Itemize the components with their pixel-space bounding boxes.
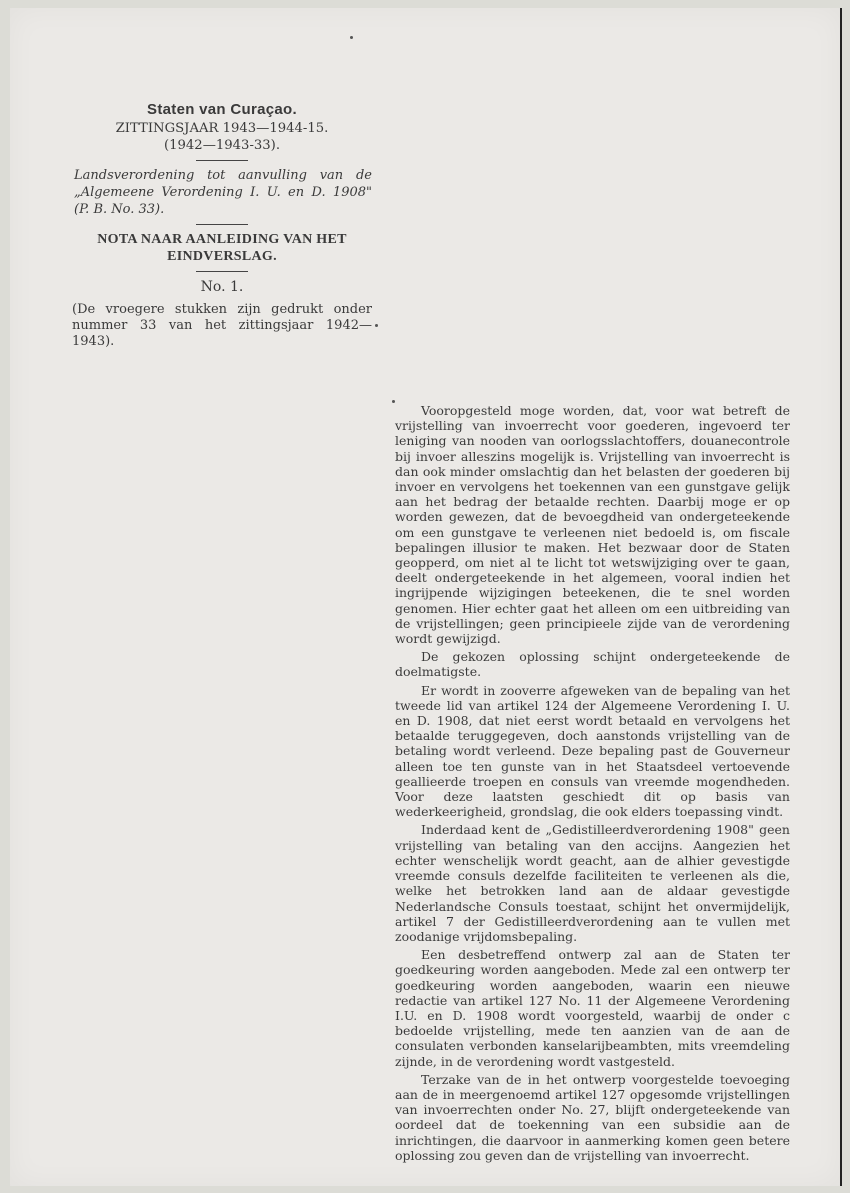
heading-block xyxy=(72,100,372,350)
divider xyxy=(196,271,248,272)
document-number: No. 1. xyxy=(200,279,244,295)
document-page xyxy=(10,8,842,1186)
divider xyxy=(196,224,248,225)
body-paragraph: De gekozen oplossing schijnt ondergeteekende de doelmatigste. xyxy=(395,649,790,680)
document-title: Staten van Curaçao. xyxy=(147,101,297,118)
body-paragraph: Inderdaad kent de „Gedistilleerdverordening 1908" geen vrijstelling van betaling van den accijns. Aangezien het echter wenschelijk wordt geacht, aan de alhier gevestigde vreemde consuls dezelfde faciliteiten te verleenen als die, welke het betrokken land aan de aldaar gevestigde Nederlandsche Consuls toestaat, schijnt het onvermijdelijk, artikel 7 der Gedistilleerdverordening aan te vullen met zoodanige vrijdomsbepaling. xyxy=(395,822,790,944)
nota-heading: NOTA NAAR AANLEIDING VAN HET EINDVERSLAG. xyxy=(97,232,347,264)
prior-documents-note: (De vroegere stukken zijn gedrukt onder nummer 33 van het zittingsjaar 1942—1943). xyxy=(72,302,372,349)
subject-line: Landsverordening tot aanvulling van de „Algemeene Verordening I. U. en D. 1908" (P. B. No. 33). xyxy=(74,168,372,217)
body-paragraph: Vooropgesteld moge worden, dat, voor wat betreft de vrijstelling van invoerrecht voor goederen, ingevoerd ter leniging van nooden van oorlogsslachtoffers, douanecontrole bij invoer alleszins mogelijk is. Vrijstelling van invoerrecht is dan ook minder omslachtig dan het belasten der goederen bij invoer en vervolgens het toekennen van een gunstgave gelijk aan het bedrag der betaalde rechten. Daarbij moge er op worden gewezen, dat de bevoegdheid van ondergeteekende om een gunstgave te verleenen niet bedoeld is, om fiscale bepalingen illusior te maken. Het bezwaar door de Staten geopperd, om niet al te licht tot wetswijziging over te gaan, deelt ondergeteekende in het algemeen, vooral indien het ingrijpende wijzigingen beteekenen, die te snel worden genomen. Hier echter gaat het alleen om een uitbreiding van de vrijstellingen; geen principieele zijde van de verordening wordt gewijzigd. xyxy=(395,403,790,647)
session-year-previous: (1942—1943-33). xyxy=(163,138,281,153)
body-paragraph: Er wordt in zooverre afgeweken van de bepaling van het tweede lid van artikel 124 der Algemeene Verordening I. U. en D. 1908, dat niet eerst wordt betaald en vervolgens het betaalde teruggegeven, doch aanstonds vrijstelling van de betaling wordt verleend. Deze bepaling past de Gouverneur alleen toe ten gunste van in het Staatsdeel vertoevende geallieerde troepen en consuls van vreemde mogendheden. Voor deze laatsten geschiedt dit op basis van wederkeerigheid, grondslag, die ook elders toepassing vindt. xyxy=(395,682,790,820)
body-paragraph: Een desbetreffend ontwerp zal aan de Staten ter goedkeuring worden aangeboden. Mede zal een ontwerp ter goedkeuring worden aangeboden, waarin een nieuwe redactie van artikel 127 No. 11 der Algemeene Verordening I.U. en D. 1908 wordt voorgesteld, waarbij de onder c bedoelde vrijstelling, mede ten aanzien van de aan de consulaten verbonden kanselarijbeambten, mits vreemdeling zijnde, in de verordening wordt vastgesteld. xyxy=(395,947,790,1069)
body-paragraph: Terzake van de in het ontwerp voorgestelde toevoeging aan de in meergenoemd artikel 127 opgesomde vrijstellingen van invoerrechten onder No. 27, blijft ondergeteekende van oordeel dat de toekenning van een subsidie aan de inrichtingen, die daarvoor in aanmerking komen geen betere oplossing zou geven dan de vrijstelling van invoerrecht. xyxy=(395,1071,790,1163)
session-year: ZITTINGSJAAR 1943—1944-15. xyxy=(115,121,329,136)
divider xyxy=(196,160,248,161)
paper-speck xyxy=(350,36,353,39)
body-text xyxy=(395,403,790,1166)
paper-speck xyxy=(375,324,378,327)
